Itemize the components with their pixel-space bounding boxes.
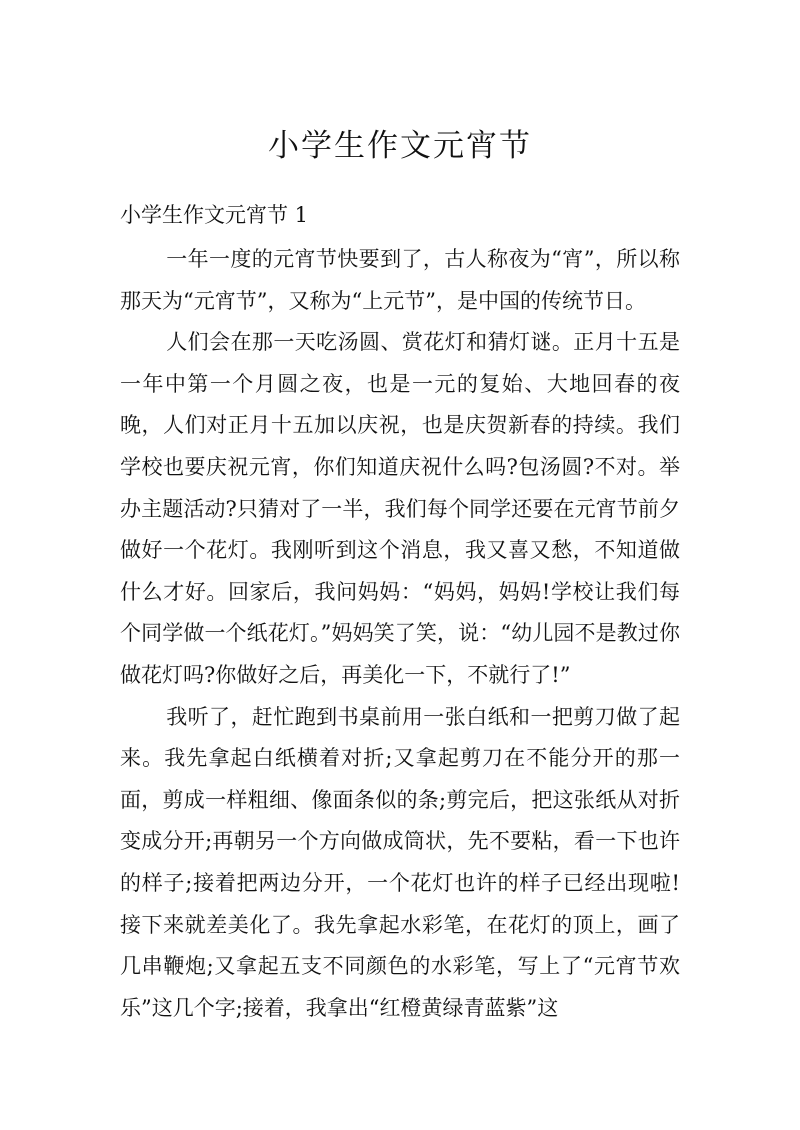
document-title: 小学生作文元宵节 — [268, 128, 532, 164]
section-heading: 小学生作文元宵节 1 — [120, 203, 309, 227]
paragraph-2: 人们会在那一天吃汤圆、赏花灯和猜灯谜。正月十五是一年中第一个月圆之夜，也是一元的复始、大地回春的夜晚，人们对正月十五加以庆祝，也是庆贺新春的持续。我们学校也要庆祝元宵，你们知道庆祝什么吗?包汤圆?不对。举办主题活动?只猜对了一半，我们每个同学还要在元宵节前夕做好一个花灯。我刚听到这个消息，我又喜又愁，不知道做什么才好。回家后，我问妈妈：“妈妈，妈妈!学校让我们每个同学做一个纸花灯。”妈妈笑了笑，说：“幼儿园不是教过你做花灯吗?你做好之后，再美化一下，不就行了!” — [120, 330, 680, 687]
paragraph-3: 我听了，赶忙跑到书桌前用一张白纸和一把剪刀做了起来。我先拿起白纸横着对折;又拿起剪刀在不能分开的那一面，剪成一样粗细、像面条似的条;剪完后，把这张纸从对折变成分开;再朝另一个方向做成筒状，先不要粘，看一下也许的样子;接着把两边分开，一个花灯也许的样子已经出现啦!接下来就差美化了。我先拿起水彩笔，在花灯的顶上，画了几串鞭炮;又拿起五支不同颜色的水彩笔，写上了“元宵节欢乐”这几个字;接着，我拿出“红橙黄绿青蓝紫”这 — [120, 704, 680, 1020]
body-text — [120, 239, 680, 1029]
paragraph-1: 一年一度的元宵节快要到了，古人称夜为“宵”，所以称那天为“元宵节”，又称为“上元节”，是中国的传统节日。 — [120, 247, 680, 313]
